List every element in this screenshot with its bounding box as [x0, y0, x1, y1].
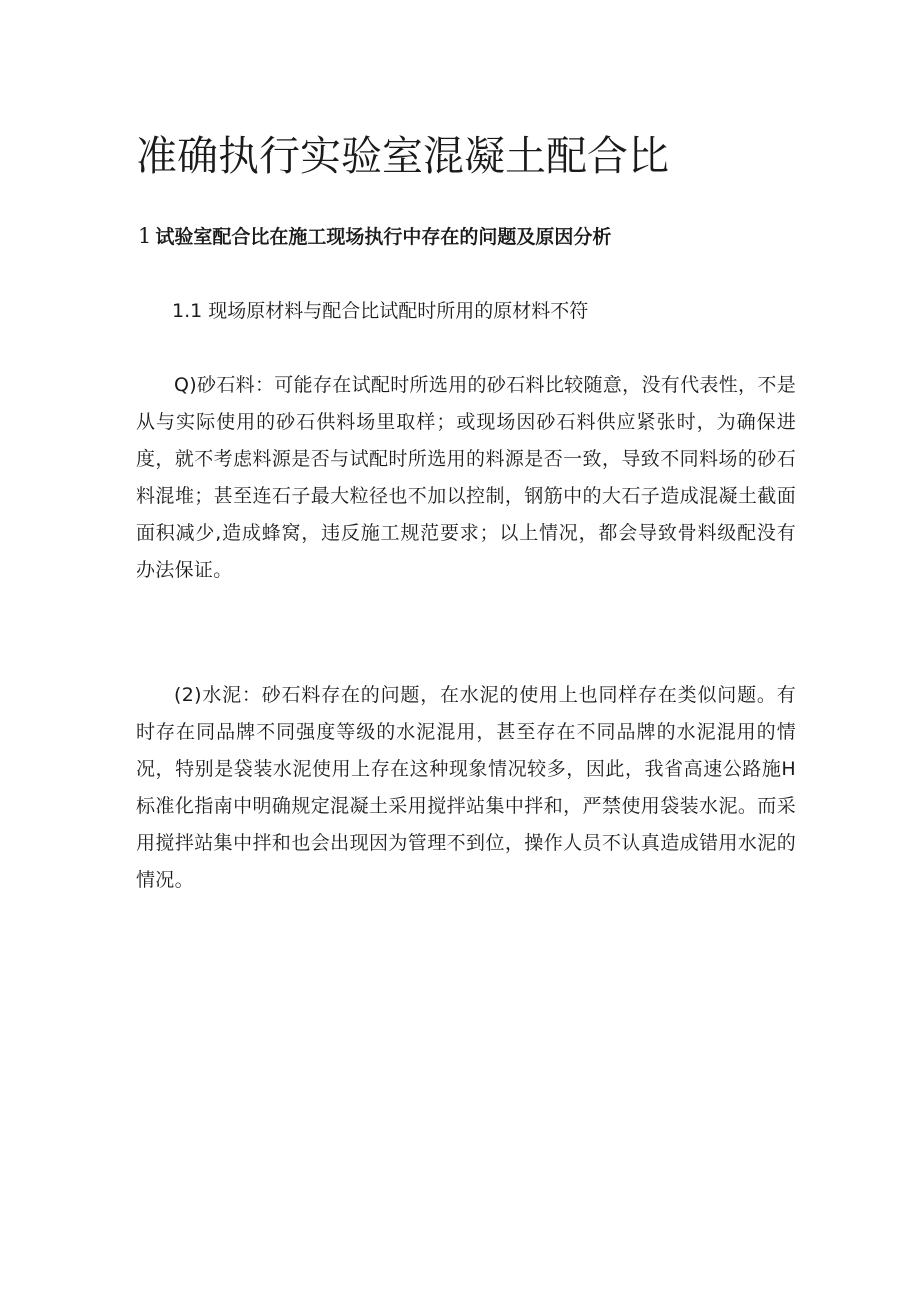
- paragraph-sand-gravel: [136, 367, 796, 589]
- subsection-heading-1-1: 1.1 现场原材料与配合比试配时所用的原材料不符: [172, 300, 589, 322]
- document-title: 准确执行实验室混凝土配合比: [136, 132, 669, 180]
- paragraph-text: 砂石料存在的问题，在水泥的使用上也同样存在类似问题。有时存在同品牌不同强度等级的水泥混用，甚至存在不同品牌的水泥混用的情况，特别是袋装水泥使用上存在这种现象情况较多，因此，我省高速公路施H标准化指南中明确规定混凝土采用搅拌站集中拌和，严禁使用袋装水泥。而采用搅拌站集中拌和也会出现因为管理不到位，操作人员不认真造成错用水泥的情况。: [136, 684, 797, 891]
- paragraph-text: 可能存在试配时所选用的砂石料比较随意，没有代表性，不是从与实际使用的砂石供料场里取样；或现场因砂石料供应紧张时，为确保进度，就不考虑料源是否与试配时所选用的料源是否一致，导致不同料场的砂石料混堆；甚至连石子最大粒径也不加以控制，钢筋中的大石子造成混凝土截面面积减少,造成蜂窝，违反施工规范要求；以上情况，都会导致骨料级配没有办法保证。: [136, 374, 797, 581]
- section-heading-1: [138, 221, 611, 252]
- paragraph-cement: [136, 677, 796, 899]
- section-number: 1: [138, 224, 152, 248]
- paragraph-label: Q)砂石料：: [174, 374, 275, 396]
- paragraph-label: (2)水泥：: [174, 684, 262, 706]
- section-heading-text: 试验室配合比在施工现场执行中存在的问题及原因分析: [155, 226, 612, 248]
